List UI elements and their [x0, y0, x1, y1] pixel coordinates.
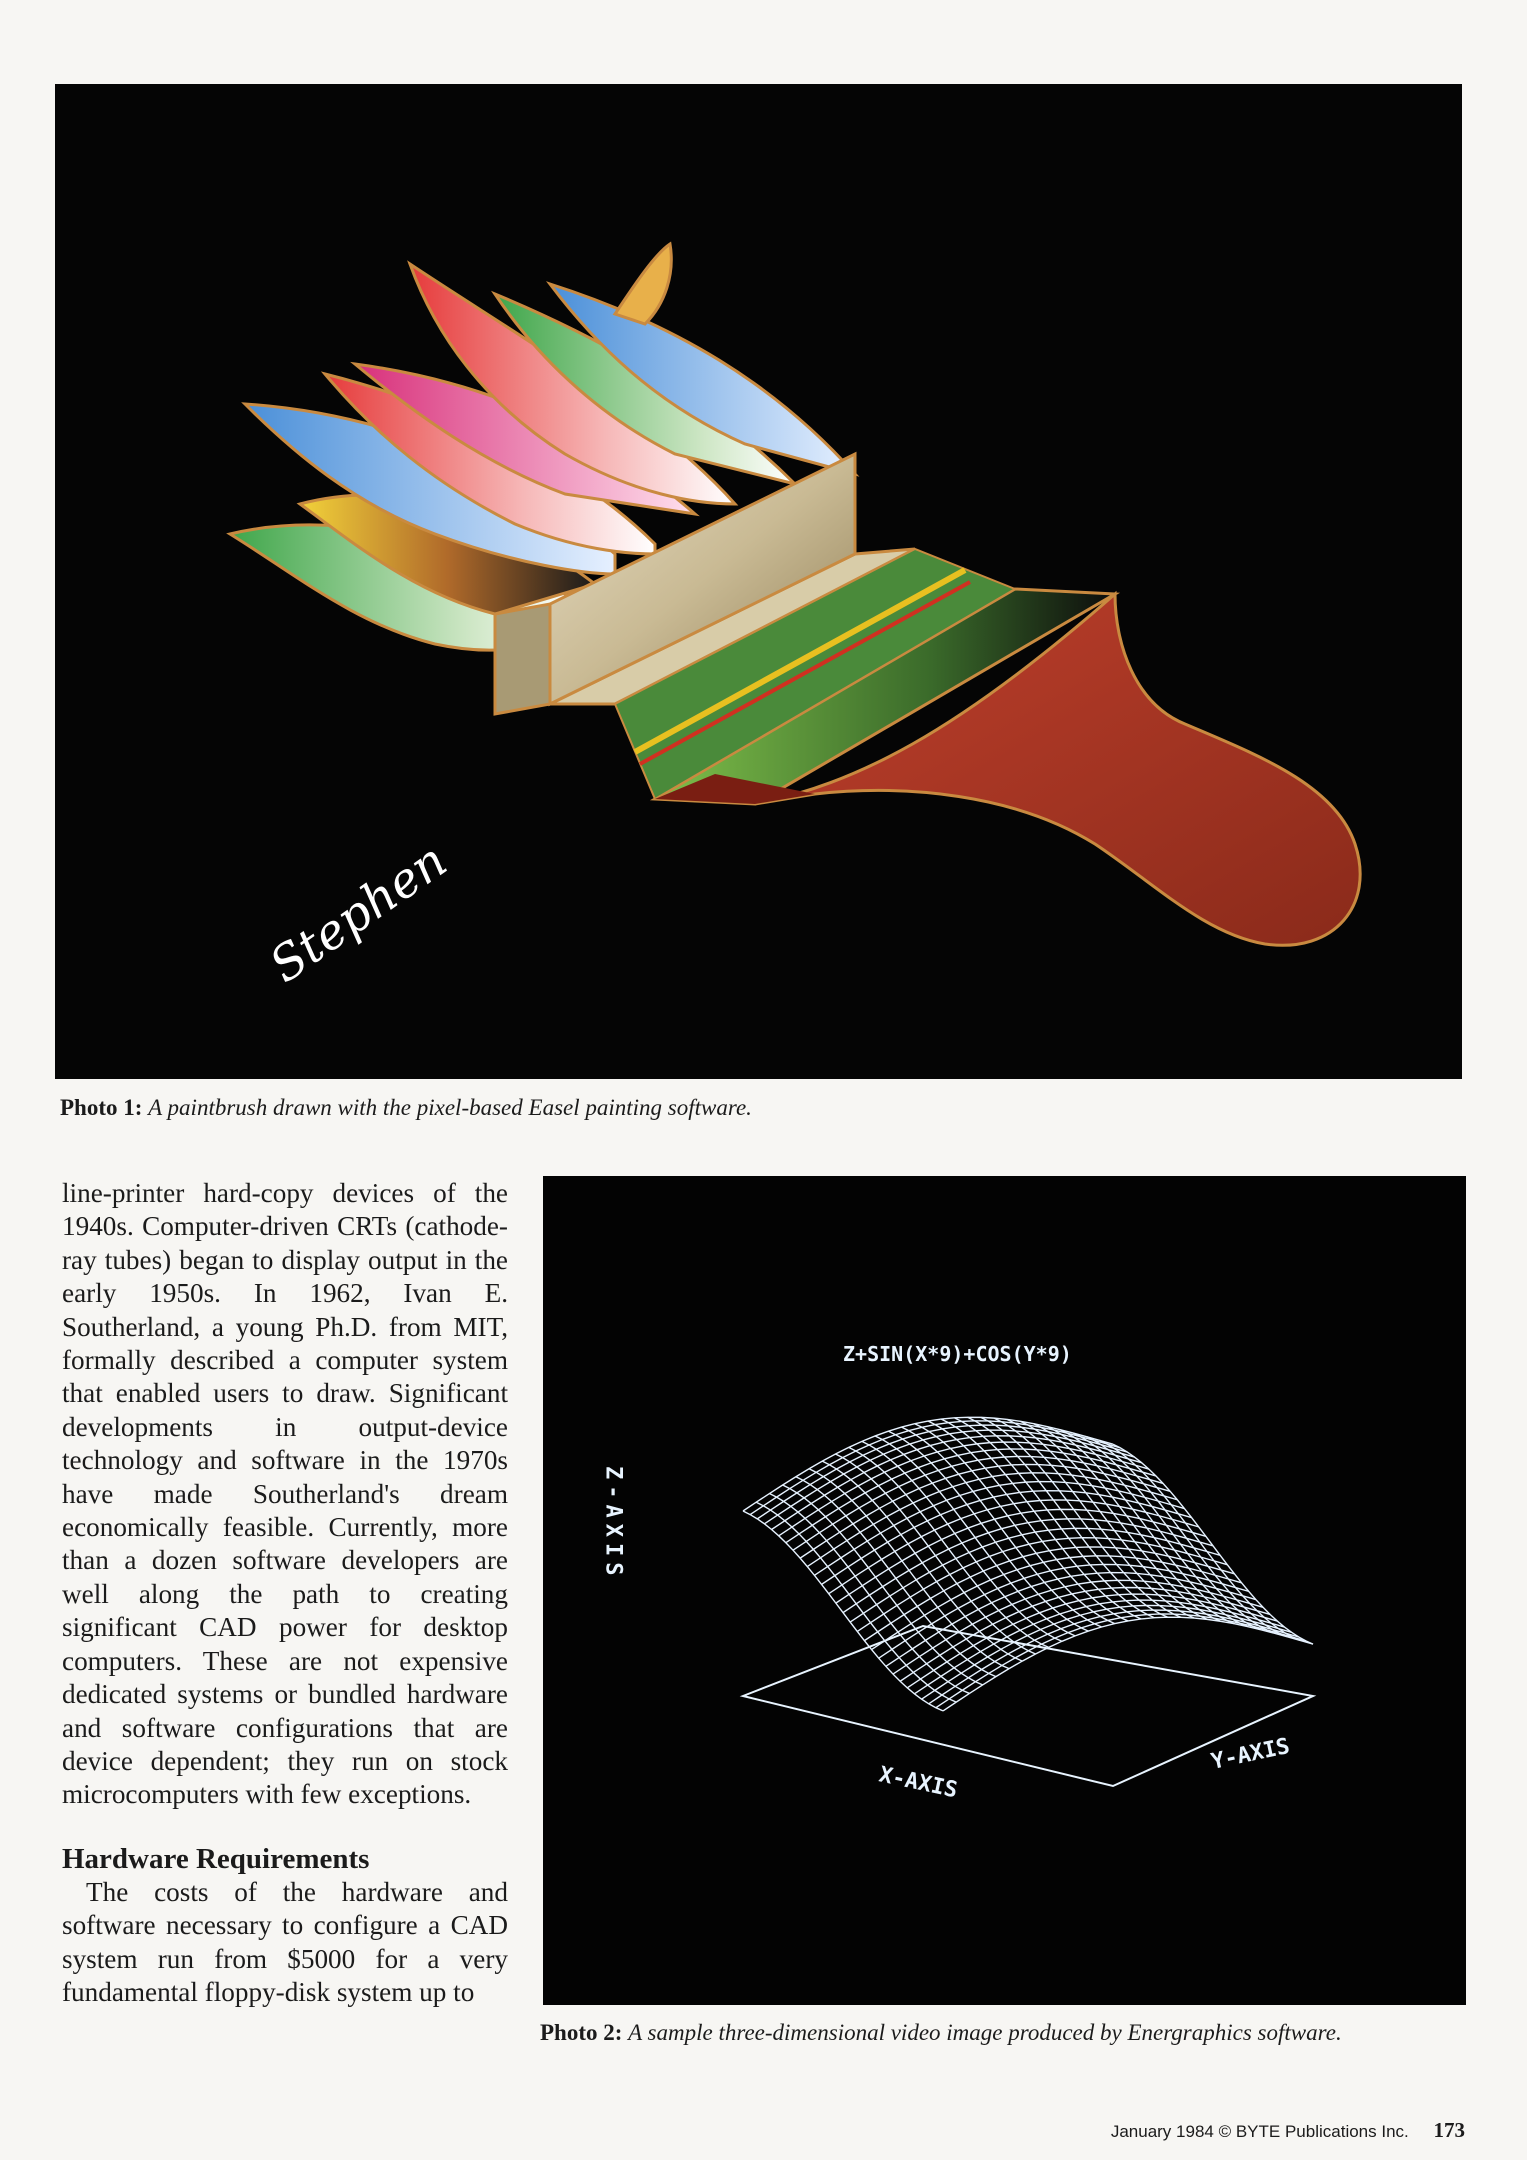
mesh-line	[862, 1441, 1062, 1641]
photo1-caption-text: A paintbrush drawn with the pixel-based Easel painting software.	[148, 1095, 752, 1120]
mesh-line	[756, 1502, 956, 1702]
photo-3d-surface	[543, 1176, 1466, 2005]
photo2-caption	[540, 2018, 1342, 2048]
mesh-line	[1060, 1430, 1260, 1630]
footer-copyright: © BYTE Publications Inc.	[1218, 2122, 1409, 2141]
footer-date: January 1984	[1110, 2122, 1214, 2141]
wireframe-surface-image	[543, 1176, 1466, 2005]
photo2-caption-label: Photo 2:	[540, 2020, 623, 2045]
photo1-caption	[60, 1093, 752, 1123]
page-number: 173	[1433, 2118, 1465, 2142]
artist-signature: Stephen	[259, 832, 457, 994]
mesh-line	[893, 1580, 1263, 1674]
photo2-caption-text: A sample three-dimensional video image produced by Energraphics software.	[628, 2020, 1342, 2045]
mesh-line	[1113, 1444, 1313, 1644]
photo1-caption-label: Photo 1:	[60, 1095, 143, 1120]
photo-paintbrush	[55, 84, 1462, 1079]
z-axis-label: Z-AXIS	[600, 1466, 626, 1582]
page-footer	[1111, 2118, 1465, 2143]
paintbrush-illustration	[55, 84, 1462, 1079]
formula-label: Z+SIN(X*9)+COS(Y*9)	[843, 1342, 1072, 1366]
mesh-line	[1087, 1437, 1287, 1637]
x-axis-label: X-AXIS	[876, 1762, 960, 1804]
y-axis-label: Y-AXIS	[1209, 1733, 1292, 1775]
mesh-line	[888, 1431, 1088, 1631]
wireframe-mesh	[743, 1417, 1313, 1711]
section-heading: Hardware Requirements	[62, 1842, 370, 1875]
article-body	[62, 1177, 508, 2009]
body-paragraph-1: line-printer hard-copy devices of the 1940s. Computer-driven CRTs (cathode-ray tubes) began to display output in the early 1950s. In 1962, Ivan E. Southerland, a young Ph.D. from MIT, formally described a computer system that enabled users to draw. Significant developments in output-device technology and software in the 1970s have made Southerland's dream economically feasible. Currently, more than a dozen software developers are well along the path to creating significant CAD power for desktop computers. These are not expensive dedicated systems or bundled hardware and software configurations that are device dependent; they run on stock microcomputers with few exceptions.	[62, 1178, 508, 1810]
body-paragraph-2: The costs of the hardware and software necessary to configure a CAD system run from $5000 for a very fundamental floppy-disk system up to	[62, 1876, 508, 2007]
